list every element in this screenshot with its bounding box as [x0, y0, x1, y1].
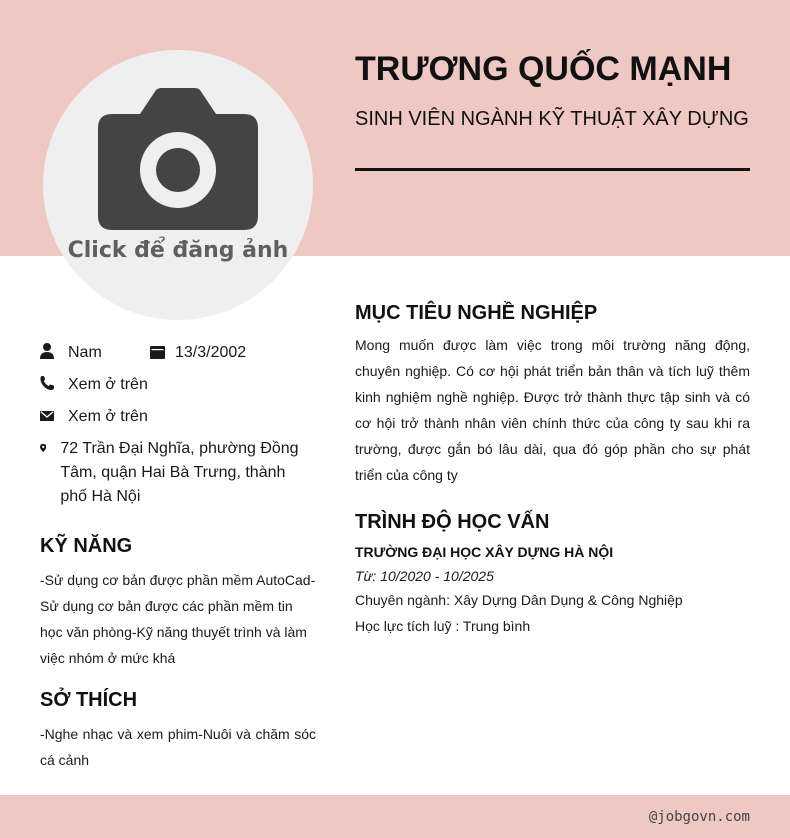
- objective-text: Mong muốn được làm việc trong môi trường năng động, chuyên nghiệp. Có cơ hội phát triển bản thân và tích luỹ thêm kinh nghiệm nghề nghiệp. Được trở thành thực tập sinh và có cơ hội trở thành nhân viên chính thức của công ty sau khi ra trường, được gắn bó lâu dài, qua đó góp phần cho sự phát triển của công ty: [355, 337, 750, 483]
- email-value: Xem ở trên: [68, 408, 148, 425]
- gender-value: Nam: [68, 344, 102, 361]
- education-school: TRƯỜNG ĐẠI HỌC XÂY DỰNG HÀ NỘI: [355, 544, 614, 560]
- calendar-icon: [150, 344, 165, 360]
- education-time: Từ: 10/2020 - 10/2025: [355, 568, 494, 584]
- camera-icon: [98, 88, 258, 230]
- education-major: Chuyên ngành: Xây Dựng Dân Dụng & Công Nghiệp: [355, 592, 683, 608]
- email-row: [40, 405, 148, 429]
- education-grade: Học lực tích luỹ : Trung bình: [355, 618, 531, 634]
- watermark: @jobgovn.com: [648, 809, 750, 825]
- hobbies-text: -Nghe nhạc và xem phim-Nuôi và chăm sóc cá cảnh: [40, 726, 316, 768]
- address-row: [40, 437, 310, 509]
- phone-row: [40, 373, 148, 397]
- profile-photo-upload[interactable]: [43, 50, 313, 320]
- education-heading: TRÌNH ĐỘ HỌC VẤN: [355, 511, 550, 533]
- candidate-position: SINH VIÊN NGÀNH KỸ THUẬT XÂY DỰNG: [355, 108, 749, 130]
- skills-text: -Sử dụng cơ bản được phần mềm AutoCad-Sử dụng cơ bản được các phần mềm tin học văn phòng-Kỹ năng thuyết trình và làm việc nhóm ở mức khá: [40, 572, 316, 666]
- objective-heading: MỤC TIÊU NGHỀ NGHIỆP: [355, 302, 598, 324]
- phone-value: Xem ở trên: [68, 376, 148, 393]
- upload-photo-label[interactable]: Click để đăng ảnh: [67, 238, 289, 263]
- gender-row: [40, 341, 102, 365]
- candidate-name: TRƯƠNG QUỐC MẠNH: [355, 50, 732, 88]
- header-divider: [355, 168, 750, 171]
- person-icon: [40, 343, 54, 359]
- address-value: 72 Trần Đại Nghĩa, phường Đồng Tâm, quận Hai Bà Trưng, thành phố Hà Nội: [60, 440, 299, 505]
- hobbies-heading: SỞ THÍCH: [40, 689, 138, 711]
- location-pin-icon: [40, 439, 46, 457]
- skills-heading: KỸ NĂNG: [40, 535, 133, 557]
- dob-row: [150, 341, 246, 365]
- phone-icon: [40, 375, 54, 391]
- dob-value: 13/3/2002: [175, 344, 247, 361]
- mail-icon: [40, 407, 54, 423]
